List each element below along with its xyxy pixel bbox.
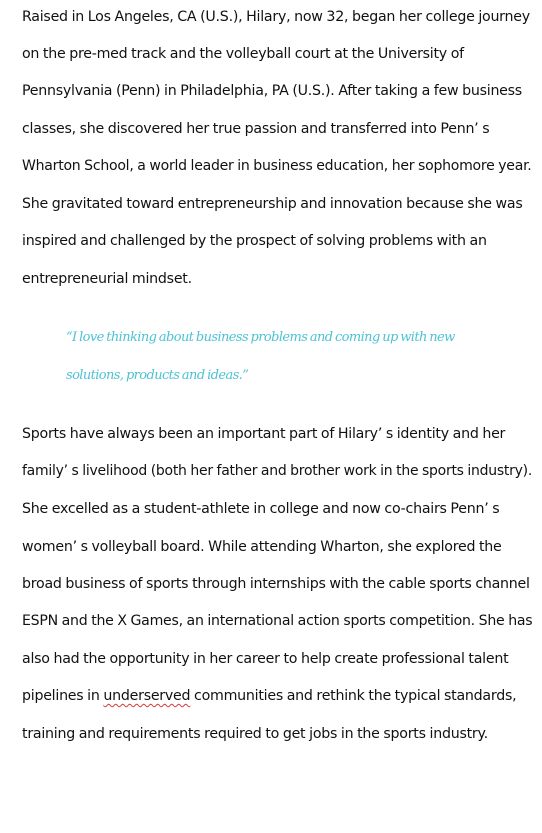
paragraph-line: family’ s livelihood (both her father and brother work in the sports industry). <box>22 463 533 479</box>
text-run: pipelines in <box>22 688 104 704</box>
paragraph-line: Sports have always been an important part of Hilary’ s identity and her <box>22 426 506 442</box>
paragraph-line: women’ s volleyball board. While attending Wharton, she explored the <box>22 539 502 555</box>
paragraph-line: Wharton School, a world leader in business education, her sophomore year. <box>22 158 532 174</box>
paragraph-line: Raised in Los Angeles, CA (U.S.), Hilary, now 32, began her college journey <box>22 9 530 25</box>
paragraph-line <box>22 684 516 708</box>
paragraph-line: classes, she discovered her true passion and transferred into Penn’ s <box>22 121 490 137</box>
paragraph-line: also had the opportunity in her career to help create professional talent <box>22 651 509 667</box>
paragraph-line: Pennsylvania (Penn) in Philadelphia, PA (U.S.). After taking a few business <box>22 83 522 99</box>
spellcheck-flagged-word[interactable]: underserved <box>103 688 191 704</box>
paragraph-line: ESPN and the X Games, an international action sports competition. She has <box>22 613 533 629</box>
paragraph-line: She excelled as a student-athlete in college and now co-chairs Penn’ s <box>22 501 500 517</box>
paragraph-line: entrepreneurial mindset. <box>22 271 192 287</box>
paragraph-line: broad business of sports through internships with the cable sports channel <box>22 576 530 592</box>
paragraph-line: She gravitated toward entrepreneurship and innovation because she was <box>22 196 523 212</box>
paragraph-line: on the pre-med track and the volleyball court at the University of <box>22 46 464 62</box>
text-run: communities and rethink the typical standards, <box>190 688 517 704</box>
pull-quote-line: solutions, products and ideas.” <box>66 368 249 383</box>
pull-quote-line: “I love thinking about business problems and coming up with new <box>66 330 455 345</box>
paragraph-line: training and requirements required to get jobs in the sports industry. <box>22 726 488 742</box>
paragraph-line: inspired and challenged by the prospect of solving problems with an <box>22 233 487 249</box>
